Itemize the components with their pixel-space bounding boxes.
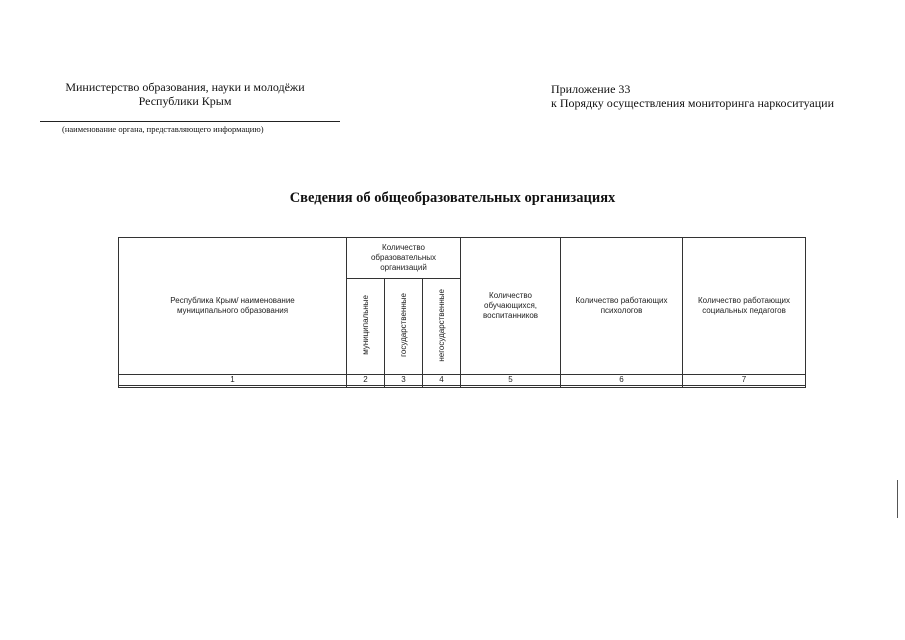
appendix-reference xyxy=(551,82,834,110)
column-number: 1 xyxy=(119,375,347,386)
appendix-number: Приложение 33 xyxy=(551,82,631,96)
scan-edge-mark xyxy=(897,480,898,518)
table-cell xyxy=(423,386,461,388)
ministry-name-line2: Республики Крым xyxy=(138,94,232,108)
header-region: Республика Крым/ наименование муниципального образования xyxy=(119,238,347,375)
table-cell xyxy=(347,386,385,388)
ministry-name xyxy=(40,80,330,108)
header-state-label: государственные xyxy=(398,293,408,357)
header-municipal xyxy=(347,279,385,375)
column-number: 5 xyxy=(461,375,561,386)
appendix-description: к Порядку осуществления мониторинга наркоситуации xyxy=(551,96,835,110)
header-nonstate xyxy=(423,279,461,375)
column-number-row xyxy=(119,375,806,386)
ministry-underline xyxy=(40,121,340,122)
header-municipal-label: муниципальные xyxy=(360,295,370,355)
organizations-table xyxy=(118,237,806,388)
column-number: 6 xyxy=(561,375,683,386)
header-psychologists: Количество работающих психологов xyxy=(561,238,683,375)
column-number: 2 xyxy=(347,375,385,386)
column-number: 7 xyxy=(683,375,806,386)
ministry-caption: (наименование органа, представляющего информацию) xyxy=(62,124,264,134)
column-number: 3 xyxy=(385,375,423,386)
header-students: Количество обучающихся, воспитанников xyxy=(461,238,561,375)
table-cell xyxy=(561,386,683,388)
header-state xyxy=(385,279,423,375)
document-title: Сведения об общеобразовательных организациях xyxy=(289,190,616,206)
empty-data-row xyxy=(119,386,806,388)
table-cell xyxy=(385,386,423,388)
header-social-pedagogues: Количество работающих социальных педагогов xyxy=(683,238,806,375)
table-cell xyxy=(119,386,347,388)
table-cell xyxy=(683,386,806,388)
header-nonstate-label: негосударственные xyxy=(436,288,446,362)
table-header-row xyxy=(119,238,806,279)
ministry-name-line1: Министерство образования, науки и молодёжи xyxy=(65,80,305,94)
header-org-count: Количество образовательных организаций xyxy=(347,238,461,279)
table-cell xyxy=(461,386,561,388)
column-number: 4 xyxy=(423,375,461,386)
